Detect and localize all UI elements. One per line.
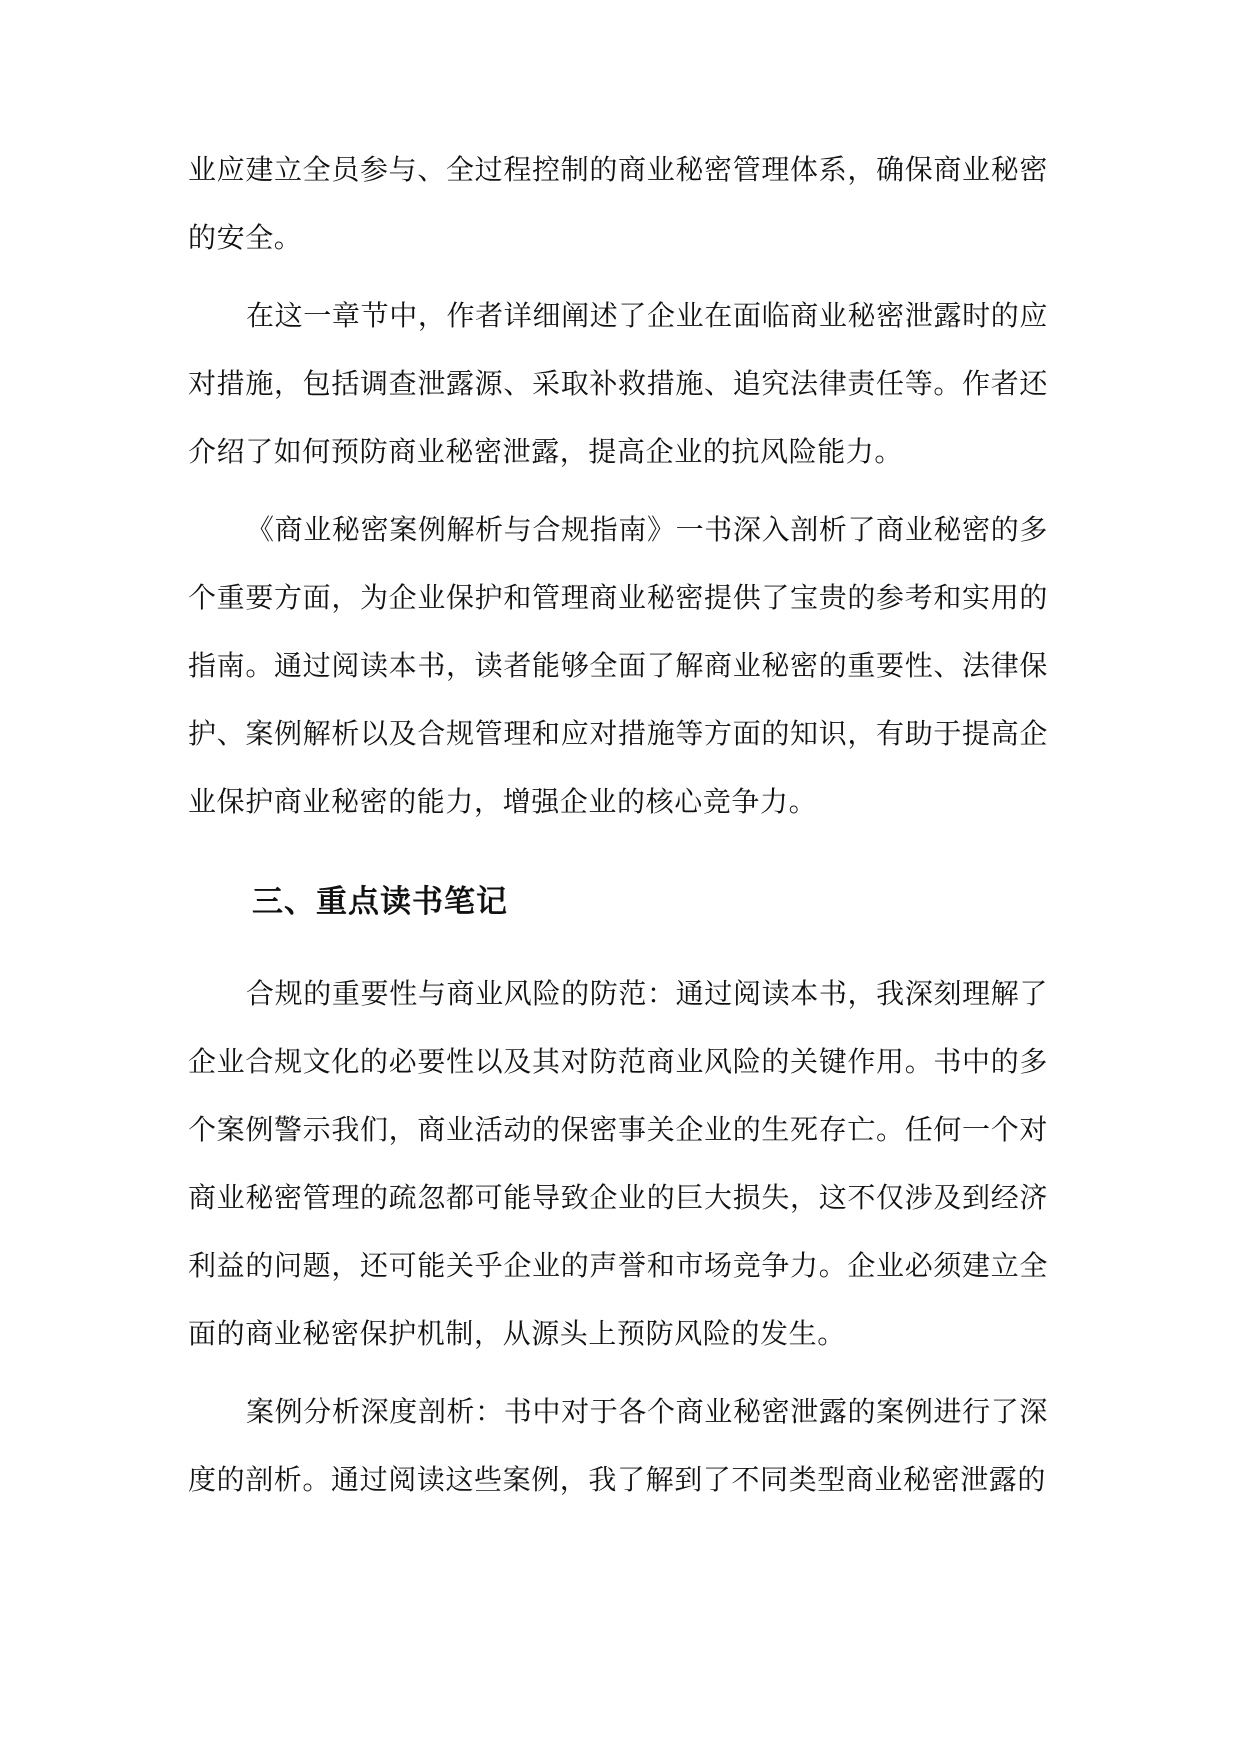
section-heading: 三、重点读书笔记 — [252, 884, 508, 920]
paragraph-case-analysis: 案例分析深度剖析：书中对于各个商业秘密泄露的案例进行了深度的剖析。通过阅读这些案例，我了解到了不同类型商业秘密泄露的 — [188, 1395, 1048, 1496]
paragraph-response-measures: 在这一章节中，作者详细阐述了企业在面临商业秘密泄露时的应对措施，包括调查泄露源、采取补救措施、追究法律责任等。作者还介绍了如何预防商业秘密泄露，提高企业的抗风险能力。 — [188, 299, 1048, 468]
document-body — [188, 136, 1048, 1524]
paragraph-continuation: 业应建立全员参与、全过程控制的商业秘密管理体系，确保商业秘密的安全。 — [188, 153, 1048, 254]
paragraph-book-summary: 《商业秘密案例解析与合规指南》一书深入剖析了商业秘密的多个重要方面，为企业保护和管理商业秘密提供了宝贵的参考和实用的指南。通过阅读本书，读者能够全面了解商业秘密的重要性、法律保护、案例解析以及合规管理和应对措施等方面的知识，有助于提高企业保护商业秘密的能力，增强企业的核心竞争力。 — [188, 513, 1048, 818]
paragraph-compliance-importance: 合规的重要性与商业风险的防范：通过阅读本书，我深刻理解了企业合规文化的必要性以及其对防范商业风险的关键作用。书中的多个案例警示我们，商业活动的保密事关企业的生死存亡。任何一个对商业秘密管理的疏忽都可能导致企业的巨大损失，这不仅涉及到经济利益的问题，还可能关乎企业的声誉和市场竞争力。企业必须建立全面的商业秘密保护机制，从源头上预防风险的发生。 — [188, 977, 1048, 1350]
